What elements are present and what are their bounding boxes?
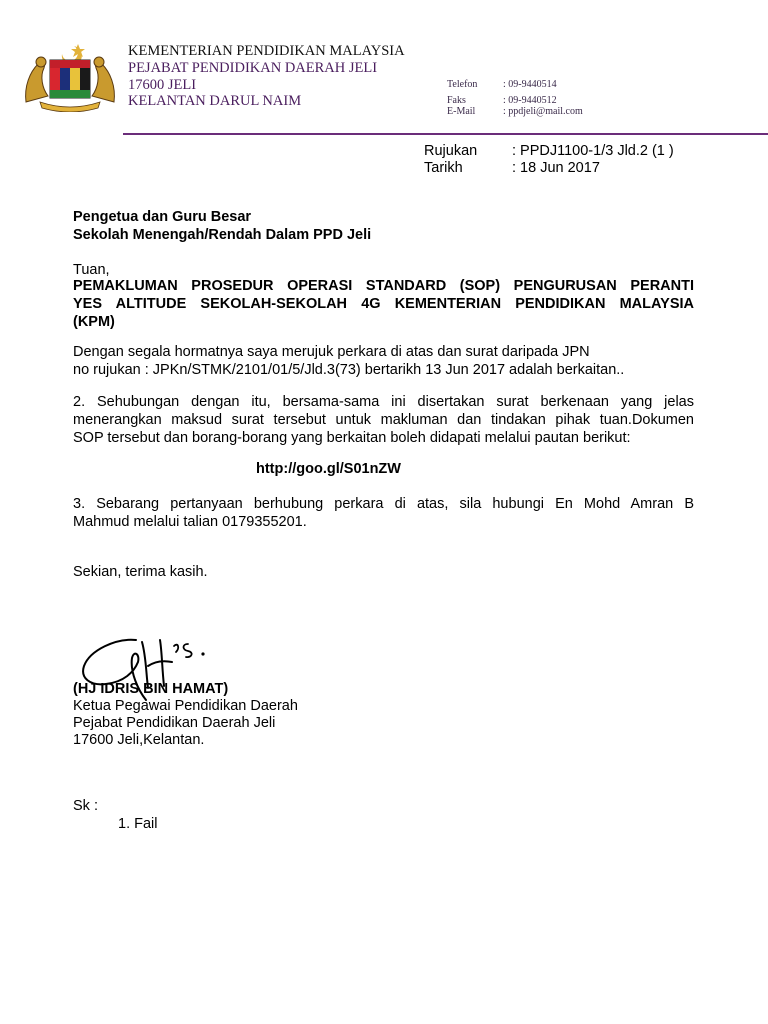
- date-row: [424, 159, 724, 177]
- cc-label: Sk :: [73, 798, 98, 814]
- signatory-name: (HJ IDRIS BIN HAMAT): [73, 681, 229, 697]
- subject-line: (KPM): [73, 314, 115, 330]
- signatory-title: Ketua Pegawai Pendidikan Daerah: [73, 698, 298, 714]
- contact-label: E-Mail: [447, 106, 476, 117]
- coat-of-arms-icon: [22, 40, 118, 112]
- reference-value: : PPDJ1100-1/3 Jld.2 (1 ): [512, 143, 674, 159]
- subject: [73, 277, 694, 331]
- office-postcode: 17600 JELI: [128, 77, 197, 93]
- cc-item: 1. Fail: [118, 816, 158, 832]
- signatory-address: 17600 Jeli,Kelantan.: [73, 732, 205, 748]
- contact-value: : 09-9440514: [503, 79, 557, 90]
- paragraph-line: menerangkan maksud surat tersebut untuk makluman dan tindakan pihak tuan.Dokumen: [73, 412, 694, 428]
- paragraph-3: [73, 495, 694, 531]
- recipient-line: Pengetua dan Guru Besar: [73, 209, 252, 225]
- paragraph-line: 3. Sebarang pertanyaan berhubung perkara di atas, sila hubungi En Mohd Amran B: [73, 496, 694, 512]
- closing-text: Sekian, terima kasih.: [73, 564, 208, 580]
- subject-line: PEMAKLUMAN PROSEDUR OPERASI STANDARD (SOP) PENGURUSAN PERANTI: [73, 278, 694, 294]
- contact-email: [447, 106, 647, 120]
- paragraph-2: [73, 393, 694, 447]
- paragraph-1: [73, 343, 694, 379]
- subject-line: YES ALTITUDE SEKOLAH-SEKOLAH 4G KEMENTERIAN PENDIDIKAN MALAYSIA: [73, 296, 694, 312]
- contact-telefon: [447, 79, 647, 93]
- contact-label: Telefon: [447, 79, 478, 90]
- office-state: KELANTAN DARUL NAIM: [128, 93, 302, 109]
- sop-link[interactable]: http://goo.gl/S01nZW: [256, 461, 401, 477]
- recipient-line: Sekolah Menengah/Rendah Dalam PPD Jeli: [73, 227, 372, 243]
- paragraph-line: Dengan segala hormatnya saya merujuk perkara di atas dan surat daripada JPN: [73, 344, 590, 360]
- ministry-name: KEMENTERIAN PENDIDIKAN MALAYSIA: [128, 43, 405, 59]
- paragraph-line: SOP tersebut dan borang-borang yang berkaitan boleh didapati melalui pautan berikut:: [73, 430, 631, 446]
- reference-row: [424, 142, 724, 160]
- salutation: Tuan,: [73, 262, 110, 278]
- date-label: Tarikh: [424, 160, 463, 176]
- reference-label: Rujukan: [424, 143, 478, 159]
- paragraph-line: 2. Sehubungan dengan itu, bersama-sama ini disertakan surat berkenaan yang jelas: [73, 394, 694, 410]
- office-name: PEJABAT PENDIDIKAN DAERAH JELI: [128, 60, 378, 76]
- letterhead-divider: [123, 133, 768, 135]
- contact-value: : 09-9440512: [503, 95, 557, 106]
- contact-value: : ppdjeli@mail.com: [503, 106, 583, 117]
- signatory-office: Pejabat Pendidikan Daerah Jeli: [73, 715, 276, 731]
- paragraph-line: Mahmud melalui talian 0179355201.: [73, 514, 307, 530]
- date-value: : 18 Jun 2017: [512, 160, 600, 176]
- paragraph-line: no rujukan : JPKn/STMK/2101/01/5/Jld.3(73) bertarikh 13 Jun 2017 adalah berkaitan..: [73, 362, 625, 378]
- contact-label: Faks: [447, 95, 466, 106]
